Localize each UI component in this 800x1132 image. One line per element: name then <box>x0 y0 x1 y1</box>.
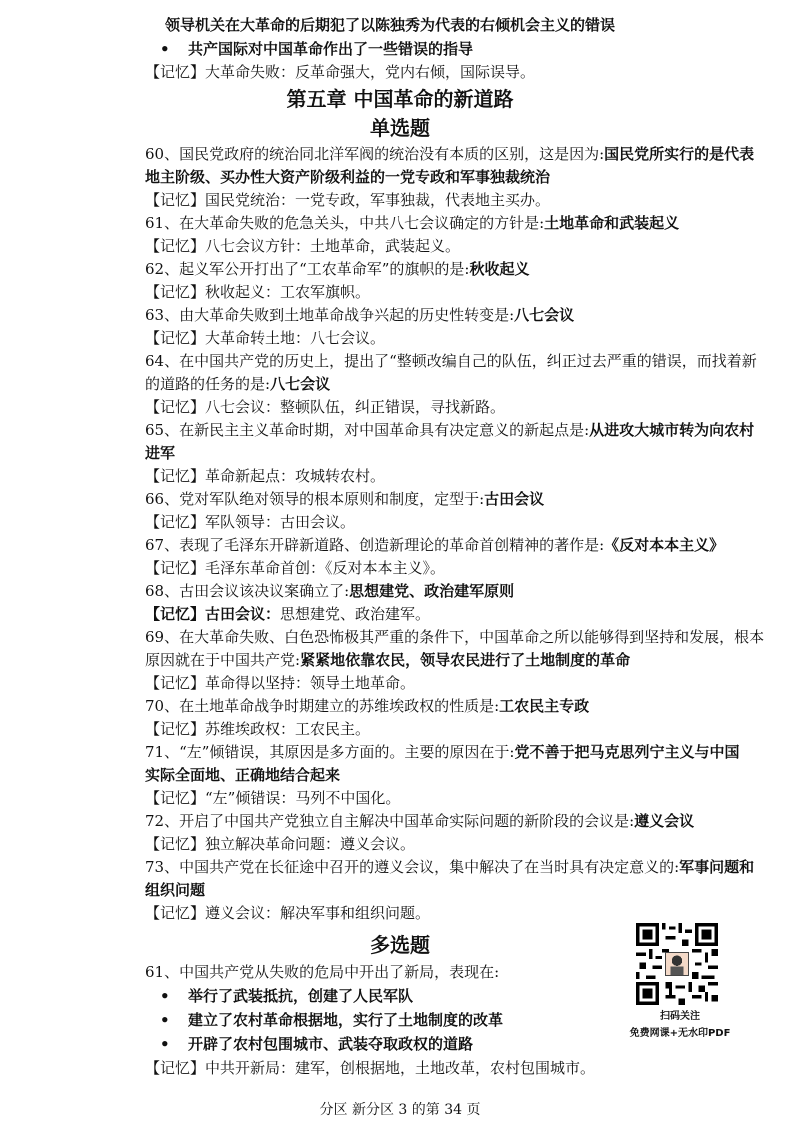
question-line <box>145 741 755 764</box>
question-line <box>145 695 755 718</box>
question-line <box>145 373 755 396</box>
qr-caption-subtitle: 免费网课+无水印PDF <box>629 1028 731 1039</box>
qr-code-icon <box>636 923 718 1005</box>
bullet-dot-icon: • <box>160 987 170 1005</box>
question-line <box>145 212 755 235</box>
page-footer: 分区 新分区 3 的第 34 页 <box>319 1102 481 1118</box>
memo-line: 【记忆】遵义会议：解决军事和组织问题。 <box>145 904 431 922</box>
bullet-dot-icon: • <box>160 40 170 58</box>
memo-line: 【记忆】大革命失败：反革命强大，党内右倾，国际误导。 <box>145 63 536 81</box>
question-line: 64、在中国共产党的历史上，提出了“整顿改编自己的队伍，纠正过去严重的错误，而找着新 <box>145 352 757 370</box>
answer-line: 地主阶级、买办性大资产阶级利益的一党专政和军事独裁统治 <box>145 168 551 186</box>
question-line <box>145 258 755 281</box>
answer-text: 《反对本本主义》 <box>604 536 725 554</box>
memo-label: 【记忆】古田会议： <box>145 605 281 623</box>
answer-text: 党不善于把马克思列宁主义与中国 <box>514 743 740 761</box>
question-text: 70、在土地革命战争时期建立的苏维埃政权的性质是: <box>145 697 500 715</box>
bullet-text: 开辟了农村包围城市、武装夺取政权的道路 <box>188 1035 474 1053</box>
memo-line: 【记忆】八七会议：整顿队伍，纠正错误，寻找新路。 <box>145 398 506 416</box>
answer-text: 工农民主专政 <box>499 697 590 715</box>
memo-line: 【记忆】军队领导：古田会议。 <box>145 513 356 531</box>
answer-text: 紧紧地依靠农民，领导农民进行了土地制度的革命 <box>300 651 631 669</box>
question-line <box>145 810 755 833</box>
answer-text: 八七会议 <box>514 306 575 324</box>
question-line <box>145 580 755 603</box>
answer-text: 遵义会议 <box>634 812 695 830</box>
chapter-title: 第五章 中国革命的新道路 <box>286 87 514 111</box>
memo-line: 【记忆】秋收起义：工农军旗帜。 <box>145 283 371 301</box>
qr-caption-title: 扫码关注 <box>660 1011 700 1022</box>
question-line: 69、在大革命失败、白色恐怖极其严重的条件下，中国革命之所以能够得到坚持和发展，根本 <box>145 628 765 646</box>
question-line: 61、中国共产党从失败的危局中开出了新局，表现在: <box>145 963 500 981</box>
answer-text: 古田会议 <box>484 490 545 508</box>
memo-line: 【记忆】革命得以坚持：领导土地革命。 <box>145 674 416 692</box>
memo-line: 【记忆】国民党统治：一党专政，军事独裁，代表地主买办。 <box>145 191 551 209</box>
question-line <box>145 304 755 327</box>
answer-text: 国民党所实行的是代表 <box>604 145 755 163</box>
memo-line: 【记忆】独立解决革命问题：遵义会议。 <box>145 835 416 853</box>
memo-line: 【记忆】中共开新局：建军，创根据地，土地改革，农村包围城市。 <box>145 1059 596 1077</box>
question-text: 66、党对军队绝对领导的根本原则和制度，定型于: <box>145 490 485 508</box>
question-line <box>145 649 755 672</box>
answer-line: 实际全面地、正确地结合起来 <box>145 766 341 784</box>
question-text: 68、古田会议该决议案确立了: <box>145 582 350 600</box>
question-text: 原因就在于中国共产党: <box>145 651 301 669</box>
bullet-dot-icon: • <box>160 1035 170 1053</box>
question-text: 60、国民党政府的统治同北洋军阀的统治没有本质的区别，这是因为: <box>145 145 605 163</box>
memo-line <box>145 603 755 626</box>
memo-text: 思想建党、政治建军。 <box>280 605 431 623</box>
multi-choice-heading: 多选题 <box>370 933 430 957</box>
question-text: 61、在大革命失败的危急关头，中共八七会议确定的方针是: <box>145 214 545 232</box>
question-line <box>145 143 755 166</box>
question-line <box>145 856 755 879</box>
question-line <box>145 419 755 442</box>
question-text: 72、开启了中国共产党独立自主解决中国革命实际问题的新阶段的会议是: <box>145 812 635 830</box>
bullet-text: 共产国际对中国革命作出了一些错误的指导 <box>188 40 474 58</box>
question-text: 67、表现了毛泽东开辟新道路、创造新理论的革命首创精神的著作是: <box>145 536 605 554</box>
single-choice-heading: 单选题 <box>370 116 430 140</box>
memo-line: 【记忆】革命新起点：攻城转农村。 <box>145 467 386 485</box>
answer-line: 组织问题 <box>145 881 206 899</box>
question-text: 65、在新民主主义革命时期，对中国革命具有决定意义的新起点是: <box>145 421 590 439</box>
question-text: 71、“左”倾错误，其原因是多方面的。主要的原因在于: <box>145 743 515 761</box>
memo-line: 【记忆】毛泽东革命首创：《反对本本主义》。 <box>145 559 446 577</box>
bullet-dot-icon: • <box>160 1011 170 1029</box>
memo-line: 【记忆】“左”倾错误：马列不中国化。 <box>145 789 401 807</box>
memo-line: 【记忆】大革命转土地：八七会议。 <box>145 329 386 347</box>
bullet-text: 建立了农村革命根据地，实行了土地制度的改革 <box>188 1011 504 1029</box>
answer-text: 从进攻大城市转为向农村 <box>589 421 755 439</box>
bullet-item <box>160 38 770 61</box>
continuation-line: 领导机关在大革命的后期犯了以陈独秀为代表的右倾机会主义的错误 <box>165 16 616 34</box>
answer-text: 土地革命和武装起义 <box>544 214 680 232</box>
question-text: 73、中国共产党在长征途中召开的遵义会议，集中解决了在当时具有决定意义的: <box>145 858 680 876</box>
bullet-text: 举行了武装抵抗，创建了人民军队 <box>188 987 414 1005</box>
question-text: 的道路的任务的是: <box>145 375 271 393</box>
question-line <box>145 534 755 557</box>
answer-text: 思想建党、政治建军原则 <box>349 582 515 600</box>
question-text: 63、由大革命失败到土地革命战争兴起的历史性转变是: <box>145 306 515 324</box>
question-text: 62、起义军公开打出了“工农革命军”的旗帜的是: <box>145 260 470 278</box>
answer-text: 八七会议 <box>270 375 331 393</box>
memo-line: 【记忆】八七会议方针：土地革命，武装起义。 <box>145 237 461 255</box>
answer-line: 进军 <box>145 444 176 462</box>
memo-line: 【记忆】苏维埃政权：工农民主。 <box>145 720 371 738</box>
answer-text: 秋收起义 <box>469 260 530 278</box>
answer-text: 军事问题和 <box>679 858 755 876</box>
question-line <box>145 488 755 511</box>
